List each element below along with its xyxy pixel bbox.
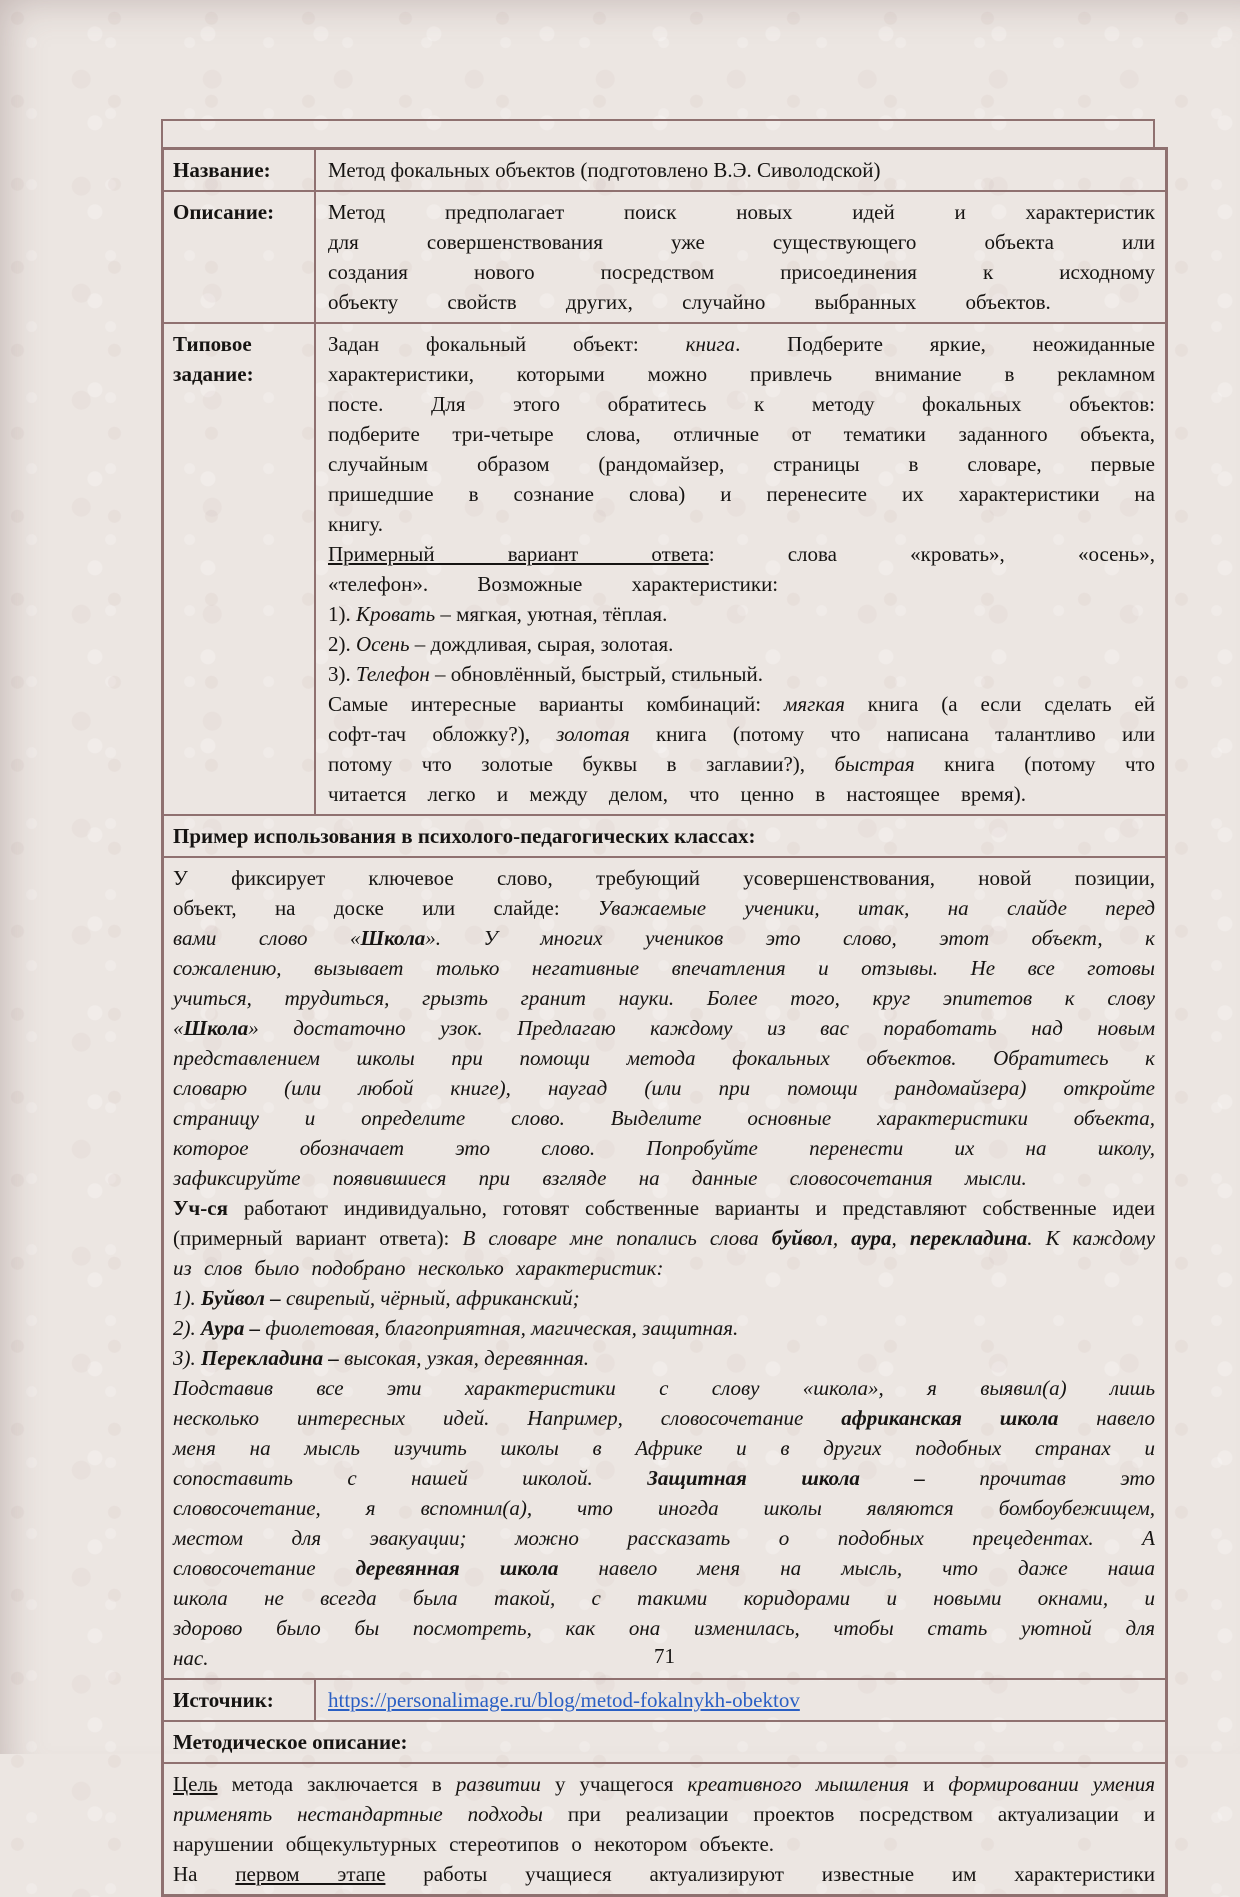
paragraph (328, 599, 1155, 629)
text-segment: Подставив все эти характеристики с слову «школа», я выявил(а) лишь несколько интересных идей. Например, словосочетание (173, 1376, 1155, 1430)
paragraph (173, 1859, 1155, 1889)
title-value: Метод фокальных объектов (подготовлено В.Э. Сиволодской) (328, 158, 881, 182)
text-segment: Телефон (356, 662, 430, 686)
description-value (316, 192, 1165, 322)
text-segment: 2). (328, 632, 356, 656)
task-value (316, 324, 1165, 814)
text-segment: формировании умения применять нестандартные подходы (173, 1772, 1156, 1826)
text-segment: навело меня на мысль, что даже наша школа не всегда была такой, с такими коридорами и новыми окнами, и здорово было бы посмотреть, как она изменилась, чтобы стать уютной для нас. (173, 1556, 1155, 1670)
paragraph (328, 659, 1155, 689)
text-segment: работают индивидуально, готовят собственные варианты и представляют собственные идеи (примерный вариант ответа): (173, 1196, 1155, 1250)
paragraph (173, 1193, 1155, 1283)
text-segment: при реализации проектов посредством актуализации и нарушении общекультурных стереотипов о некотором объекте. (173, 1802, 1155, 1856)
text-segment: , (832, 1226, 852, 1250)
paragraph (173, 1343, 1155, 1373)
text-segment: : слова «кровать», «осень», «телефон». Возможные характеристики: (328, 542, 1155, 596)
paragraph (328, 329, 1155, 539)
text-segment: – мягкая, уютная, тёплая. (435, 602, 668, 626)
text-segment: Школа (360, 926, 426, 950)
text-segment: , (891, 1226, 910, 1250)
text-segment: мягкая (783, 692, 845, 716)
text-segment: Аура – (201, 1316, 261, 1340)
paragraph (328, 197, 1155, 317)
paragraph (173, 1373, 1155, 1673)
text-segment: быстрая (834, 752, 915, 776)
text-segment: – обновлённый, быстрый, стильный. (429, 662, 763, 686)
text-segment: книга (потому что читается легко и между делом, что ценно в настоящее время). (328, 752, 1155, 806)
table-row-method-body (164, 1762, 1165, 1894)
text-segment: 3). (173, 1346, 201, 1370)
text-segment: у учащегося (540, 1772, 688, 1796)
paragraph (173, 1283, 1155, 1313)
text-segment: 1). (173, 1286, 201, 1310)
text-segment: 3). (328, 662, 356, 686)
text-segment: свирепый, чёрный, африканский; (280, 1286, 580, 1310)
text-segment: навело меня на мысль изучить школы в Африке и в других подобных странах и сопоставить с нашей школой. (173, 1406, 1155, 1490)
text-segment: Примерный вариант ответа (328, 542, 709, 566)
text-segment: буйвол (771, 1226, 833, 1250)
table-row-source (164, 1678, 1165, 1720)
paragraph (328, 689, 1155, 809)
text-segment: – дождливая, сырая, золотая. (409, 632, 674, 656)
text-segment: книга (а если сделать ей софт-тач обложку?), (328, 692, 1155, 746)
text-segment: золотая (556, 722, 630, 746)
example-section-heading: Пример использования в психолого-педагогических классах: (173, 824, 756, 848)
text-segment: Задан фокальный объект: (328, 332, 686, 356)
text-segment: У фиксирует ключевое слово, требующий усовершенствования, новой позиции, объект, на доске или слайде: (173, 866, 1155, 920)
task-label: Типовое задание: (164, 324, 316, 814)
paragraph (173, 1313, 1155, 1343)
source-link[interactable]: https://personalimage.ru/blog/metod-fokalnykh-obektov (328, 1688, 800, 1712)
text-segment: книга (потому что написана талантливо или потому что золотые буквы в заглавии?), (328, 722, 1155, 776)
text-segment: Школа (183, 1016, 249, 1040)
source-label: Источник: (164, 1680, 316, 1720)
text-segment: африканская школа (841, 1406, 1059, 1430)
method-card-table (161, 147, 1168, 1897)
text-segment: Уч-ся (173, 1196, 228, 1220)
text-segment: развитии (455, 1772, 541, 1796)
text-segment: книга (685, 332, 736, 356)
table-row-example-header (164, 814, 1165, 856)
table-row-task (164, 322, 1165, 814)
text-segment: первом этапе (235, 1862, 386, 1886)
text-segment: ». У многих учеников это слово, этот объект, к сожалению, вызывает только негативные впечатления и отзывы. Не все готовы учиться, трудиться, грызть гранит науки. Более того, круг эпитетов к слову « (173, 926, 1155, 1040)
paragraph (173, 863, 1155, 1193)
method-body (164, 1764, 1165, 1894)
paragraph (173, 1769, 1155, 1859)
text-segment: аура (851, 1226, 892, 1250)
text-segment: . К каждому из слов было подобрано несколько характеристик: (173, 1226, 1156, 1280)
text-segment: 1). (328, 602, 356, 626)
text-segment: Осень (356, 632, 410, 656)
text-segment: перекладина (909, 1226, 1028, 1250)
text-segment: метода заключается в (217, 1772, 456, 1796)
method-section-heading: Методическое описание: (173, 1730, 408, 1754)
text-segment: фиолетовая, благоприятная, магическая, защитная. (260, 1316, 739, 1340)
text-segment: прочитав это словосочетание, я вспомнил(а), что иногда школы являются бомбоубежищем, местом для эвакуации; можно рассказать о подобных прецедентах. А словосочетание (173, 1466, 1155, 1580)
text-segment: деревянная школа (355, 1556, 559, 1580)
text-segment: работы учащиеся актуализируют известные им характеристики (385, 1862, 1155, 1886)
text-segment: » достаточно узок. Предлагаю каждому из вас поработать над новым представлением школы при помощи метода фокальных объектов. Обратитесь к словарю (или любой книге), наугад (или при помощи рандомайзера) откройте страницу и определите слово. Выделите основные характеристики объекта, которое обозначает это слово. Попробуйте перенести их на школу, зафиксируйте появившиеся при взгляде на данные словосочетания мысли. (173, 1016, 1155, 1190)
text-segment: Буйвол – (201, 1286, 281, 1310)
table-row-example-body (164, 856, 1165, 1678)
text-segment: 2). (173, 1316, 201, 1340)
table-row-description (164, 190, 1165, 322)
paragraph (328, 539, 1155, 599)
text-segment: На (173, 1862, 236, 1886)
text-segment: В словаре мне попались слова (462, 1226, 772, 1250)
text-segment: Метод предполагает поиск новых идей и характеристик для совершенствования уже существующего объекта или создания нового посредством присоединения к исходному объекту свойств других, случайно выбранных объектов. (328, 200, 1155, 314)
text-segment: Самые интересные варианты комбинаций: (328, 692, 784, 716)
example-body (164, 858, 1165, 1678)
title-label: Название: (164, 150, 316, 190)
text-segment: и (909, 1772, 949, 1796)
text-segment: . Подберите яркие, неожиданные характеристики, которыми можно привлечь внимание в рекламном посте. Для этого обратитесь к методу фокальных объектов: подберите три-четыре слова, отличные от тематики заданного объекта, случайным образом (рандомайзер, страницы в словаре, первые пришедшие в сознание слова) и перенесите их характеристики на книгу. (328, 332, 1155, 536)
source-value (316, 1680, 1165, 1720)
page-number: 71 (654, 1644, 675, 1668)
text-segment: Цель (173, 1772, 218, 1796)
table-row-title (164, 150, 1165, 190)
text-segment: креативного мышления (687, 1772, 910, 1796)
empty-top-row (161, 119, 1155, 148)
description-label: Описание: (164, 192, 316, 322)
text-segment: Уважаемые ученики, итак, на слайде перед вами слово « (173, 896, 1155, 950)
table-row-method-header (164, 1720, 1165, 1762)
text-segment: Перекладина – (201, 1346, 339, 1370)
text-segment: Кровать (356, 602, 436, 626)
text-segment: высокая, узкая, деревянная. (338, 1346, 590, 1370)
text-segment: Защитная школа – (647, 1466, 925, 1490)
paragraph (328, 629, 1155, 659)
